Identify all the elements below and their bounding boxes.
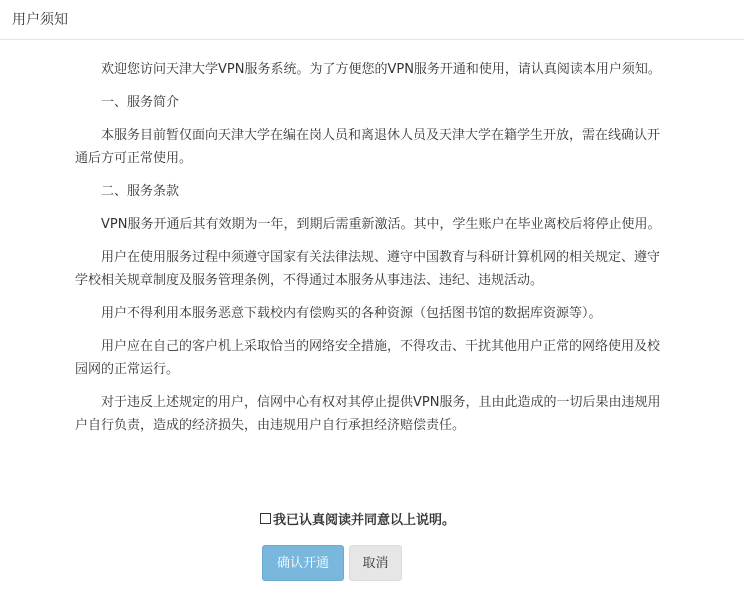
- confirm-activate-button[interactable]: 确认开通: [262, 545, 344, 581]
- notice-paragraph-compliance: 用户在使用服务过程中须遵守国家有关法律法规、遵守中国教育与科研计算机网的相关规定、遵守学校相关规章制度及服务管理条例，不得通过本服务从事违法、违纪、违规活动。: [75, 250, 661, 288]
- notice-paragraph-security: 用户应在自己的客户机上采取恰当的网络安全措施，不得攻击、干扰其他用户正常的网络使用及校园网的正常运行。: [75, 339, 661, 377]
- notice-paragraph-validity: VPN服务开通后其有效期为一年，到期后需重新激活。其中，学生账户在毕业离校后将停止使用。: [101, 217, 661, 232]
- agreement-label[interactable]: 我已认真阅读并同意以上说明。: [273, 512, 456, 528]
- notice-paragraph-intro: 欢迎您访问天津大学VPN服务系统。为了方便您的VPN服务开通和使用，请认真阅读本用户须知。: [101, 62, 661, 77]
- notice-heading-service-intro: 一、服务简介: [101, 95, 180, 110]
- notice-body: [75, 58, 669, 447]
- dialog-header: [0, 0, 744, 40]
- notice-paragraph-violation: 对于违反上述规定的用户，信网中心有权对其停止提供VPN服务，且由此造成的一切后果由违规用户自行负责，造成的经济损失，由违规用户自行承担经济赔偿责任。: [75, 395, 661, 433]
- notice-paragraph-service-scope: 本服务目前暂仅面向天津大学在编在岗人员和离退休人员及天津大学在籍学生开放，需在线确认开通后方可正常使用。: [75, 128, 661, 166]
- cancel-button[interactable]: 取消: [349, 545, 402, 581]
- agreement-checkbox[interactable]: [260, 513, 271, 524]
- agreement-row[interactable]: [260, 508, 520, 528]
- notice-heading-service-terms: 二、服务条款: [101, 184, 180, 199]
- dialog-title: 用户须知: [12, 12, 68, 28]
- notice-paragraph-resources: 用户不得利用本服务恶意下载校内有偿购买的各种资源（包括图书馆的数据库资源等）。: [101, 306, 602, 321]
